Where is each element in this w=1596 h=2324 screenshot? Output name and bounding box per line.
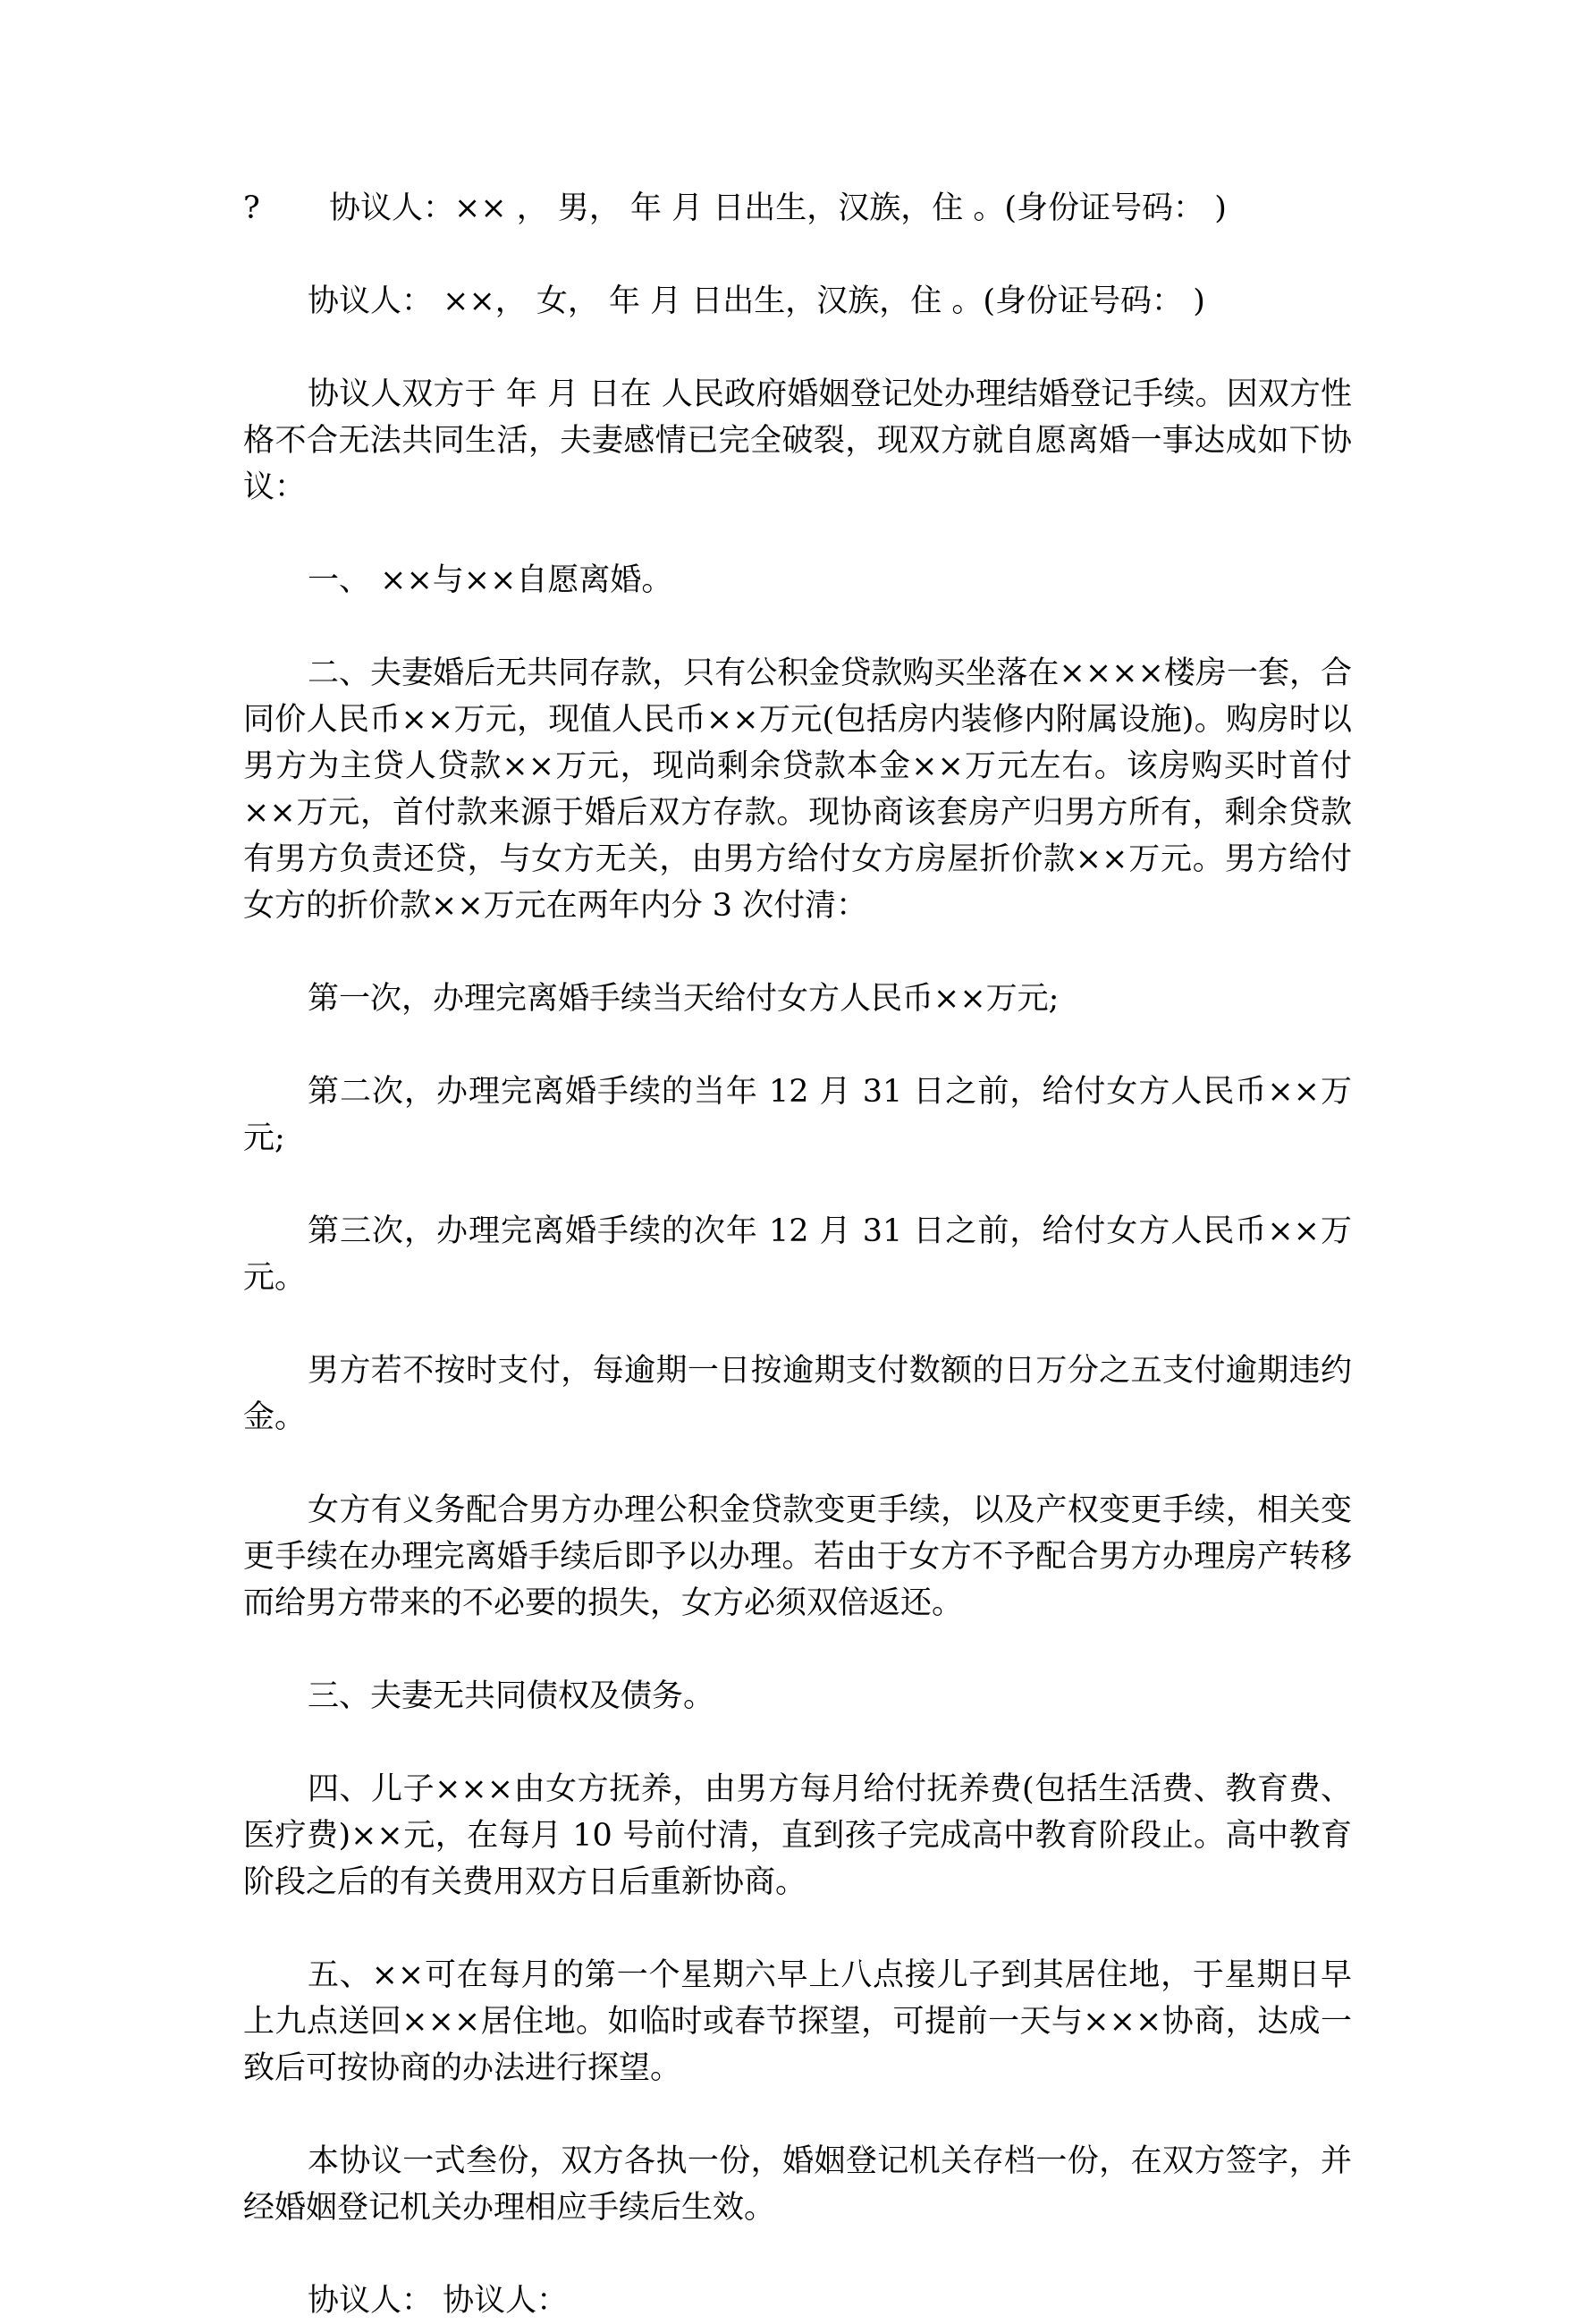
- clause-2: 二、夫妻婚后无共同存款，只有公积金贷款购买坐落在××××楼房一套，合同价人民币××万元，现值人民币××万元(包括房内装修内附属设施)。购房时以男方为主贷人贷款××万元，现尚剩余贷款本金××万元左右。该房购买时首付××万元，首付款来源于婚后双方存款。现协商该套房产归男方所有，剩余贷款有男方负责还贷，与女方无关，由男方给付女方房屋折价款××万元。男方给付女方的折价款××万元在两年内分 3 次付清：: [243, 655, 1352, 924]
- party-line-male: [243, 185, 1352, 232]
- payment-3: 第三次，办理完离婚手续的次年 12 月 31 日之前，给付女方人民币××万元。: [243, 1213, 1352, 1296]
- unknown-glyph-marker: ?: [243, 190, 260, 226]
- party-male-text: 协议人：×× ， 男， 年 月 日出生，汉族，住 。(身份证号码： ): [329, 190, 1227, 226]
- late-penalty-paragraph: 男方若不按时支付，每逾期一日按逾期支付数额的日万分之五支付逾期违约金。: [243, 1353, 1352, 1435]
- copies-paragraph: 本协议一式叁份，双方各执一份，婚姻登记机关存档一份，在双方签字，并经婚姻登记机关办理相应手续后生效。: [243, 2143, 1352, 2226]
- clause-4: 四、儿子×××由女方抚养，由男方每月给付抚养费(包括生活费、教育费、医疗费)××元，在每月 10 号前付清，直到孩子完成高中教育阶段止。高中教育阶段之后的有关费用双方日后重新协商。: [243, 1771, 1352, 1900]
- signature-line: 协议人： 协议人：: [308, 2283, 569, 2319]
- payment-1: 第一次，办理完离婚手续当天给付女方人民币××万元;: [308, 981, 1060, 1017]
- document-body: [243, 185, 1352, 2324]
- party-line-female: [243, 278, 1352, 325]
- clause-5: 五、××可在每月的第一个星期六早上八点接儿子到其居住地，于星期日早上九点送回×××居住地。如临时或春节探望，可提前一天与×××协商，达成一致后可按协商的办法进行探望。: [243, 1957, 1352, 2086]
- cooperation-paragraph: 女方有义务配合男方办理公积金贷款变更手续，以及产权变更手续，相关变更手续在办理完离婚手续后即予以办理。若由于女方不予配合男方办理房产转移而给男方带来的不必要的损失，女方必须双倍返还。: [243, 1492, 1352, 1621]
- intro-paragraph: 协议人双方于 年 月 日在 人民政府婚姻登记处办理结婚登记手续。因双方性格不合无法共同生活，夫妻感情已完全破裂，现双方就自愿离婚一事达成如下协议：: [243, 376, 1352, 505]
- party-female-text: 协议人： ××， 女， 年 月 日出生，汉族，住 。(身份证号码： ): [308, 283, 1205, 319]
- payment-2: 第二次，办理完离婚手续的当年 12 月 31 日之前，给付女方人民币××万元;: [243, 1074, 1352, 1156]
- clause-1: 一、 ××与××自愿离婚。: [308, 562, 673, 598]
- clause-3: 三、夫妻无共同债权及债务。: [308, 1678, 715, 1714]
